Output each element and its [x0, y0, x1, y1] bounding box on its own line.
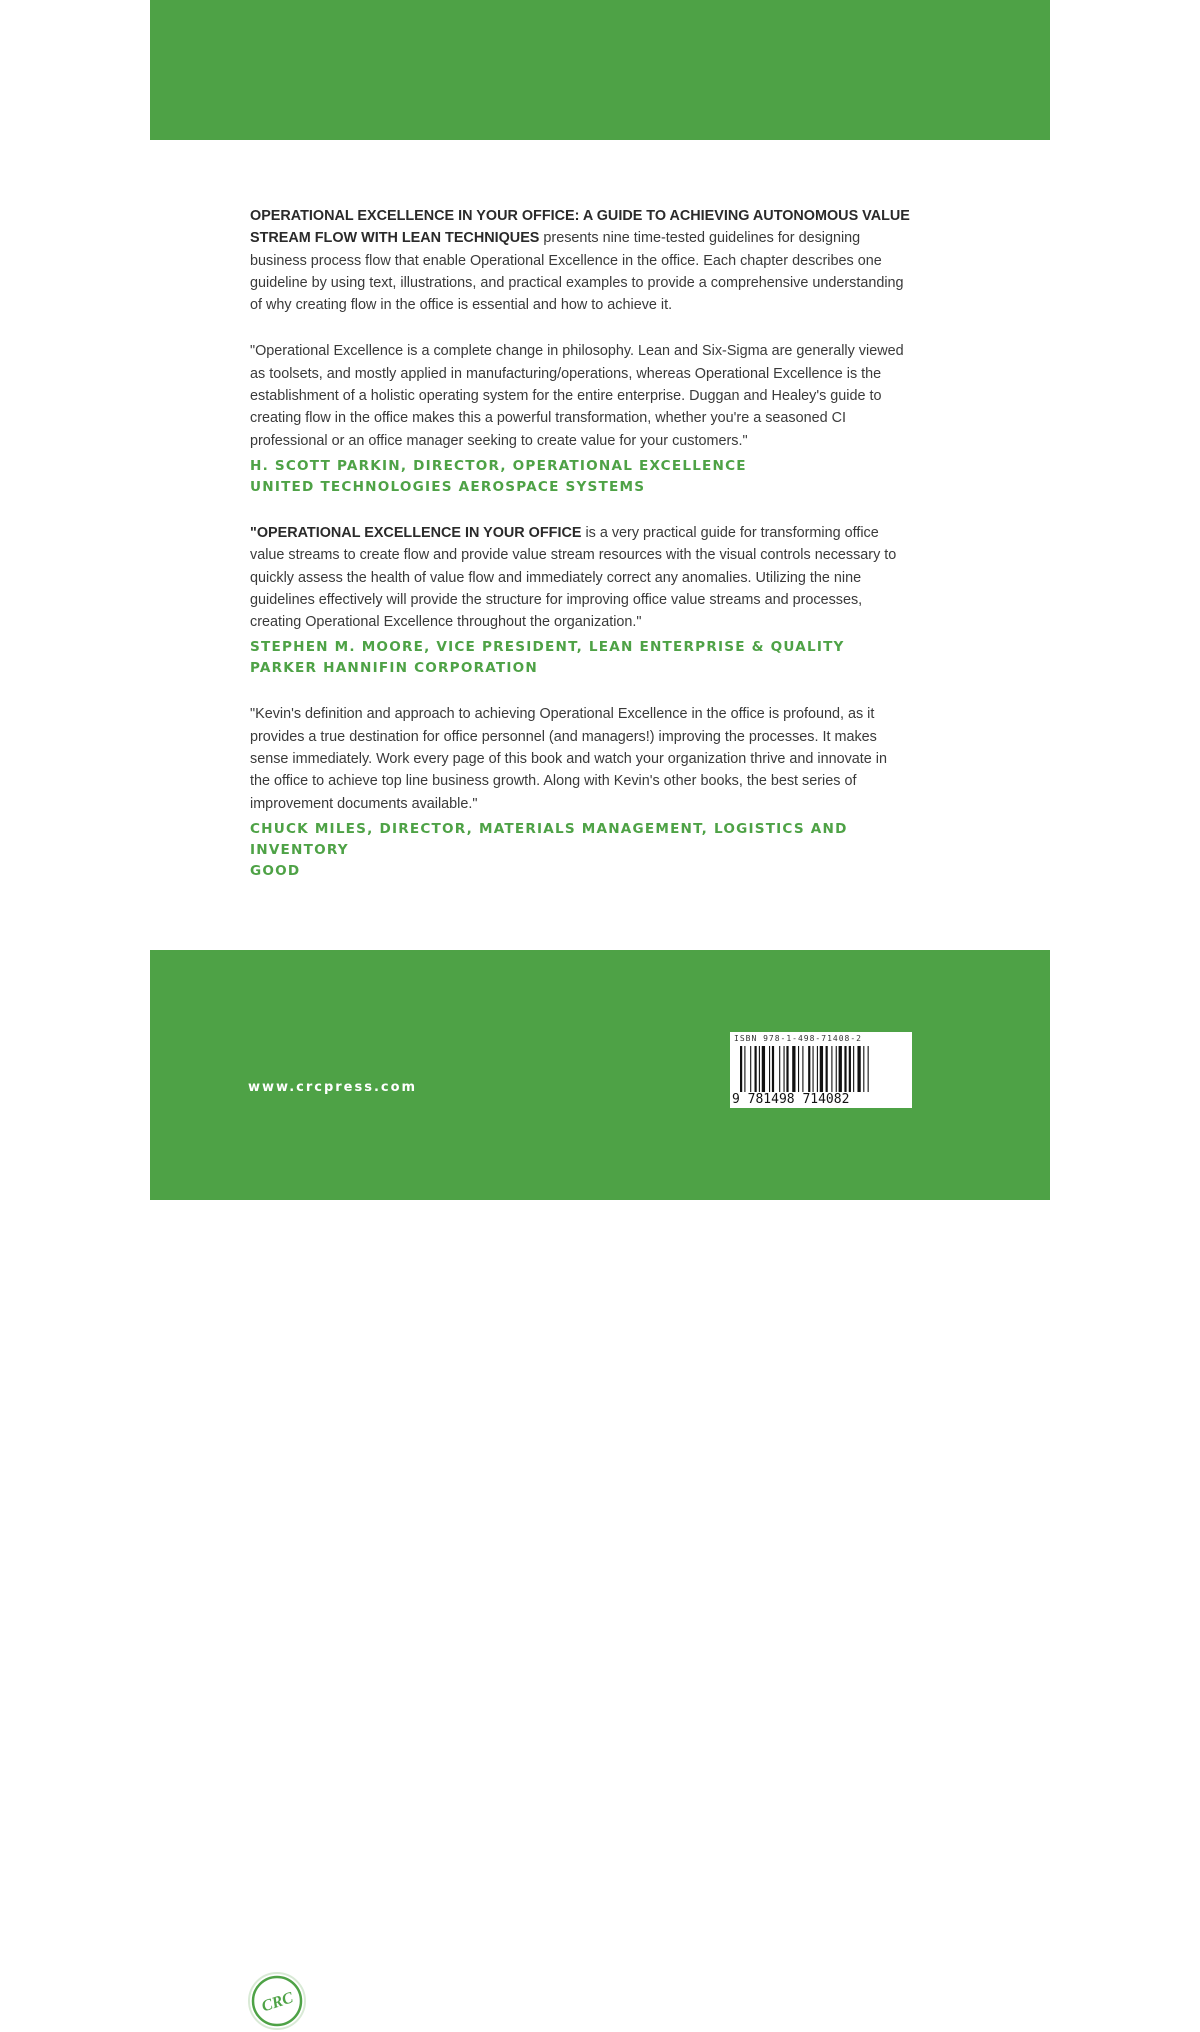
barcode-bar [744, 1046, 745, 1092]
barcode-bar [839, 1046, 842, 1092]
endorsement-3-attribution-company: GOOD [250, 862, 301, 879]
isbn-number: ISBN 978-1-498-71408-2 [734, 1034, 862, 1043]
barcode-bars [740, 1046, 904, 1092]
endorsement-1-attribution-name: H. SCOTT PARKIN, DIRECTOR, OPERATIONAL EXCELLENCE [250, 457, 747, 474]
barcode-bar [798, 1046, 799, 1092]
publisher-block [248, 1972, 548, 2032]
barcode-bar [792, 1046, 795, 1092]
barcode-bar [784, 1046, 785, 1092]
publisher-tagline: an informa business [306, 2013, 389, 2023]
endorsement-2-text [250, 522, 910, 633]
endorsement-3-attribution-name: CHUCK MILES, DIRECTOR, MATERIALS MANAGEMENT, LOGISTICS AND INVENTORY [250, 820, 848, 858]
crc-logo-icon [248, 1972, 306, 2030]
endorsement-1-body: "Operational Excellence is a complete change in philosophy. Lean and Six-Sigma are generally viewed as toolsets, and mostly applied in manufacturing/operations, whereas Operational Excellence is the establishment of a holistic operating system for the entire enterprise. Duggan and Healey's guide to creating flow in the office makes this a powerful transformation, whether you're a seasoned CI professional or an office manager seeking to create value for your customers." [250, 343, 904, 449]
endorsement-2-attribution [250, 637, 910, 679]
endorsement-3 [250, 703, 910, 881]
barcode-bar [802, 1046, 803, 1092]
cover-text [250, 205, 910, 906]
barcode-bar [786, 1046, 788, 1092]
book-back-cover [150, 0, 1050, 2023]
isbn-barcode [730, 1032, 912, 1108]
barcode-bar [772, 1046, 774, 1092]
endorsement-3-attribution [250, 819, 910, 882]
barcode-bar [831, 1046, 832, 1092]
endorsement-3-text [250, 703, 910, 814]
endorsement-2-bold-lead: "OPERATIONAL EXCELLENCE IN YOUR OFFICE [250, 524, 582, 541]
endorsement-1 [250, 340, 910, 497]
endorsement-2-attribution-name: STEPHEN M. MOORE, VICE PRESIDENT, LEAN ENTERPRISE & QUALITY [250, 639, 845, 656]
barcode-bar [868, 1046, 869, 1092]
endorsement-2-attribution-company: PARKER HANNIFIN CORPORATION [250, 660, 538, 677]
endorsement-2 [250, 522, 910, 679]
endorsement-1-text [250, 340, 910, 451]
barcode-bar [750, 1046, 751, 1092]
barcode-bar [817, 1046, 818, 1092]
barcode-digits: 9 781498 714082 [732, 1092, 850, 1107]
barcode-bar [844, 1046, 846, 1092]
barcode-bar [863, 1046, 864, 1092]
barcode-bar [853, 1046, 854, 1092]
barcode-bar [813, 1046, 814, 1092]
barcode-bar [779, 1046, 780, 1092]
barcode-bar [769, 1046, 770, 1092]
barcode-bar [755, 1046, 757, 1092]
endorsement-1-attribution-company: UNITED TECHNOLOGIES AEROSPACE SYSTEMS [250, 478, 646, 495]
barcode-bar [849, 1046, 851, 1092]
barcode-bar [762, 1046, 765, 1092]
bottom-green-band [150, 950, 1050, 2023]
barcode-bar [759, 1046, 760, 1092]
publisher-url: www.crcpress.com [248, 1080, 418, 1095]
publisher-name: CRC Press [306, 1978, 394, 1997]
endorsement-3-body: "Kevin's definition and approach to achieving Operational Excellence in the office is profound, as it provides a true destination for office personnel (and managers!) improving the processes. It makes sense immediately. Work every page of this book and watch your organization thrive and innovate in the office to achieve top line business growth. Along with Kevin's other books, the best series of improvement documents available." [250, 706, 888, 812]
publisher-group: Taylor & Francis Group [306, 2002, 400, 2012]
barcode-bar [826, 1046, 828, 1092]
barcode-bar [820, 1046, 823, 1092]
intro-title: OPERATIONAL EXCELLENCE IN YOUR OFFICE: A GUIDE TO ACHIEVING AUTONOMOUS VALUE STREAM FLOW WITH LEAN TECHNIQUES [250, 208, 910, 247]
crc-logo-text: CRC [259, 1989, 296, 2016]
barcode-bar [857, 1046, 860, 1092]
intro-body: presents nine time-tested guidelines for designing business process flow that enable Operational Excellence in the office. Each chapter describes one guideline by using text, illustrations, and practical examples to provide a comprehensive understanding of why creating flow in the office is essential and how to achieve it. [250, 230, 904, 314]
barcode-bar [836, 1046, 837, 1092]
barcode-bar [808, 1046, 810, 1092]
endorsement-2-body: is a very practical guide for transforming office value streams to create flow and provide value stream resources with the visual controls necessary to quickly assess the health of value flow and immediately correct any anomalies. Utilizing the nine guidelines effectively will provide the structure for improving office value streams and processes, creating Operational Excellence throughout the organization." [250, 524, 897, 631]
barcode-bar [740, 1046, 742, 1092]
endorsement-1-attribution [250, 456, 910, 498]
top-green-band [150, 0, 1050, 140]
intro-paragraph [250, 205, 910, 316]
